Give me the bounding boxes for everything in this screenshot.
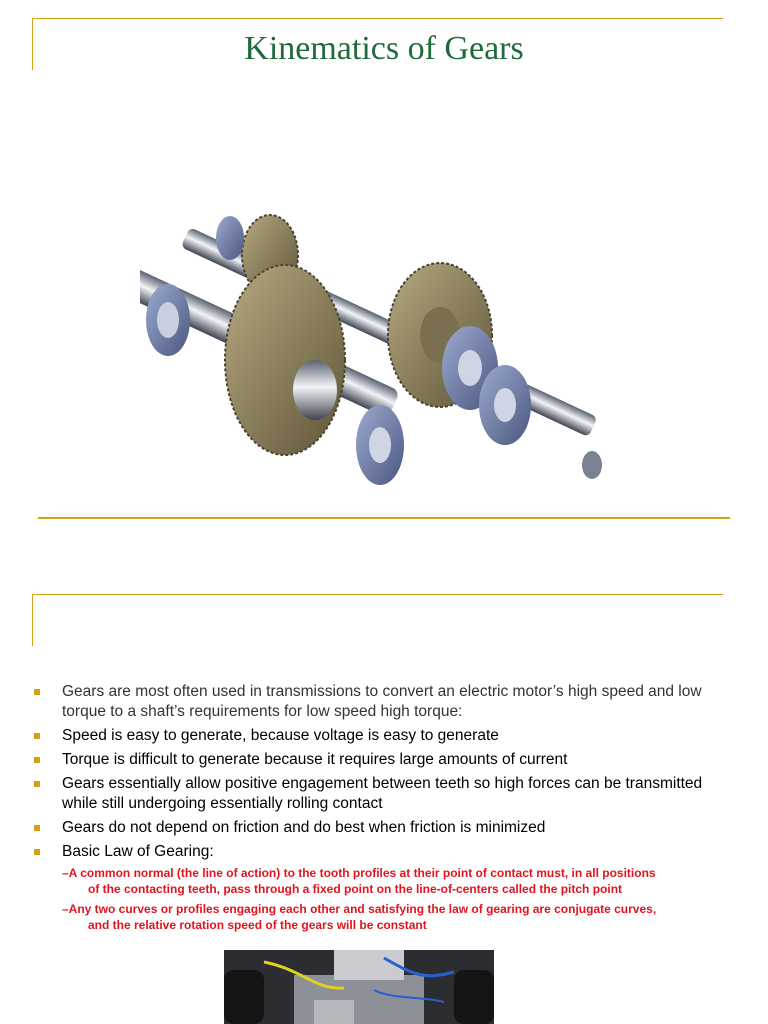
sub-bullet-line: –A common normal (the line of action) to the tooth profiles at their point of contact must, in all positions: [62, 866, 656, 880]
bullet-item: [34, 842, 734, 933]
slide-divider: [38, 517, 730, 519]
slide-frame-top: [32, 18, 723, 19]
bearing-right: [479, 365, 531, 445]
bullet-marker: [34, 825, 40, 831]
bullet-marker: [34, 689, 40, 695]
slide-title: Kinematics of Gears: [244, 30, 524, 67]
bullet-marker: [34, 757, 40, 763]
bullet-marker: [34, 849, 40, 855]
bullet-item: [34, 774, 734, 814]
sub-bullet-line: of the contacting teeth, pass through a fixed point on the line-of-centers called the pitch point: [88, 882, 623, 896]
bullet-text: Speed is easy to generate, because voltage is easy to generate: [62, 727, 499, 744]
bullet-text: Gears do not depend on friction and do best when friction is minimized: [62, 819, 546, 836]
bullet-text: Basic Law of Gearing:: [62, 843, 214, 860]
bullet-item: [34, 726, 734, 746]
bearing-bottom: [356, 405, 404, 485]
lower-gear: [225, 265, 345, 455]
bullet-item: [34, 682, 734, 722]
sub-bullet-item: [62, 901, 734, 933]
bullet-marker: [34, 733, 40, 739]
gear-assembly-illustration: [140, 190, 620, 500]
bullet-text: Gears are most often used in transmissions to convert an electric motor’s high speed and low torque to a shaft’s requirements for low speed high torque:: [62, 683, 702, 720]
bullet-item: [34, 818, 734, 838]
robot-drivetrain-photo: [224, 950, 494, 1024]
shaft-end: [582, 451, 602, 479]
bearing-left-bottom: [146, 284, 190, 356]
bullet-text: Torque is difficult to generate because it requires large amounts of current: [62, 751, 568, 768]
bearing-left-top: [216, 216, 244, 260]
sub-bullet-item: [62, 865, 734, 897]
bullet-item: [34, 750, 734, 770]
bullet-text: Gears essentially allow positive engagement between teeth so high forces can be transmitted while still undergoing essentially rolling contact: [62, 775, 703, 812]
sub-bullet-line: –Any two curves or profiles engaging each other and satisfying the law of gearing are conjugate curves,: [62, 902, 657, 916]
bullet-marker: [34, 781, 40, 787]
sub-bullet-line: and the relative rotation speed of the gears will be constant: [88, 918, 427, 932]
sub-bullet-list: [62, 865, 734, 933]
bullet-list: [34, 682, 734, 937]
slide2-frame-left: [32, 594, 33, 646]
slide2-frame-top: [32, 594, 723, 595]
